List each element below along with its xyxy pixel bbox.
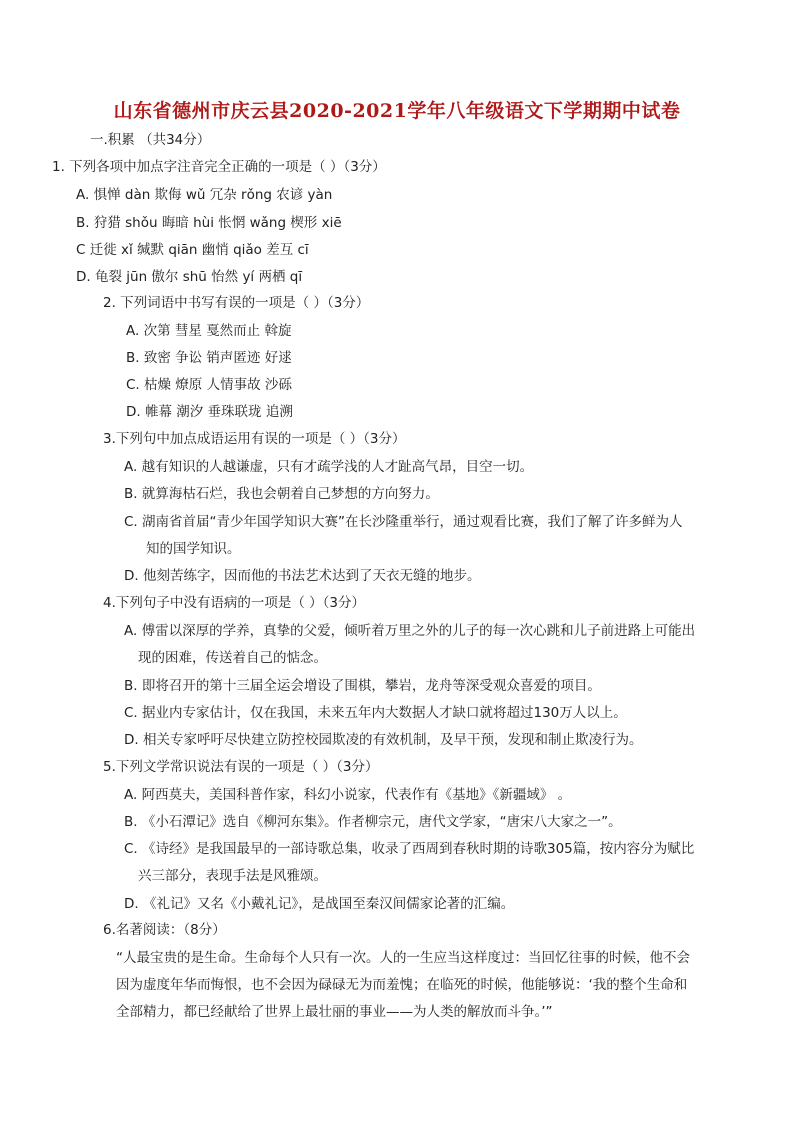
question-3-option-a: A. 越有知识的人越谦虚，只有才疏学浅的人才趾高气昂，目空一切。 [124, 459, 534, 475]
question-2-option-a: A. 次第 彗星 戛然而止 斡旋 [126, 323, 292, 339]
question-2-stem: 2. 下列词语中书写有误的一项是（ ）（3分） [103, 295, 370, 311]
question-3-option-c: C. 湖南省首届“青少年国学知识大赛”在长沙隆重举行，通过观看比赛，我们了解了许多鲜为人 [124, 514, 683, 530]
question-5-option-d: D. 《礼记》又名《小戴礼记》，是战国至秦汉间儒家论著的汇编。 [124, 896, 515, 912]
passage-line-3: 全部精力，都已经献给了世界上最壮丽的事业——为人类的解放而斗争。’” [116, 1004, 553, 1020]
question-2-option-b: B. 致密 争讼 销声匿迹 好逑 [126, 350, 292, 366]
question-1-option-d: D. 龟裂 jūn 傲尔 shū 怡然 yí 两栖 qī [76, 269, 303, 285]
question-1-option-b: B. 狩猎 shǒu 晦暗 hùi 怅惘 wǎng 楔形 xiē [76, 215, 342, 231]
question-4-option-c: C. 据业内专家估计，仅在我国，未来五年内大数据人才缺口就将超过130万人以上。 [124, 705, 627, 721]
question-3-option-b: B. 就算海枯石烂，我也会朝着自己梦想的方向努力。 [124, 486, 439, 502]
question-4-option-b: B. 即将召开的第十三届全运会增设了围棋，攀岩，龙舟等深受观众喜爱的项目。 [124, 678, 601, 694]
question-1-stem: 1. 下列各项中加点字注音完全正确的一项是（ ）（3分） [52, 159, 386, 175]
section-heading: 一.积累 （共34分） [90, 132, 211, 148]
question-2-option-c: C. 枯燥 燎原 人情事故 沙砾 [126, 377, 292, 393]
question-3-stem: 3.下列句中加点成语运用有误的一项是（ ）（3分） [103, 431, 406, 447]
question-6-stem: 6.名著阅读：（8分） [103, 922, 226, 938]
question-1-option-c: C 迁徙 xǐ 缄默 qiān 幽悄 qiǎo 差互 cī [76, 242, 309, 258]
question-5-stem: 5.下列文学常识说法有误的一项是（ ）（3分） [103, 759, 379, 775]
question-4-stem: 4.下列句子中没有语病的一项是（ ）（3分） [103, 595, 366, 611]
exam-title: 山东省德州市庆云县2020-2021学年八年级语文下学期期中试卷 [113, 100, 681, 122]
question-3-option-c-cont: 知的国学知识。 [146, 541, 241, 557]
question-5-option-a: A. 阿西莫夫，美国科普作家，科幻小说家，代表作有《基地》《新疆域》 。 [124, 787, 572, 803]
question-1-option-a: A. 惧惮 dàn 欺侮 wǔ 冗杂 rǒng 农谚 yàn [76, 187, 333, 203]
question-2-option-d: D. 帷幕 潮汐 垂珠联珑 追溯 [126, 404, 293, 420]
passage-line-2: 因为虚度年华而悔恨，也不会因为碌碌无为而羞愧；在临死的时候，他能够说：‘我的整个生命和 [116, 977, 688, 993]
question-3-option-d: D. 他刻苦练字，因而他的书法艺术达到了天衣无缝的地步。 [124, 568, 481, 584]
question-4-option-a: A. 傅雷以深厚的学养，真挚的父爱，倾听着万里之外的儿子的每一次心跳和儿子前进路上可能出 [124, 623, 696, 639]
question-5-option-c-cont: 兴三部分，表现手法是风雅颂。 [138, 868, 327, 884]
question-5-option-b: B. 《小石潭记》选自《柳河东集》。作者柳宗元，唐代文学家，“唐宋八大家之一”。 [124, 814, 622, 830]
passage-line-1: “人最宝贵的是生命。生命每个人只有一次。人的一生应当这样度过：当回忆往事的时候，他不会 [116, 950, 690, 966]
question-4-option-d: D. 相关专家呼吁尽快建立防控校园欺凌的有效机制，及早干预，发现和制止欺凌行为。 [124, 732, 643, 748]
question-4-option-a-cont: 现的困难，传送着自己的惦念。 [138, 650, 327, 666]
question-5-option-c: C. 《诗经》是我国最早的一部诗歌总集，收录了西周到春秋时期的诗歌305篇，按内容分为赋比 [124, 841, 695, 857]
